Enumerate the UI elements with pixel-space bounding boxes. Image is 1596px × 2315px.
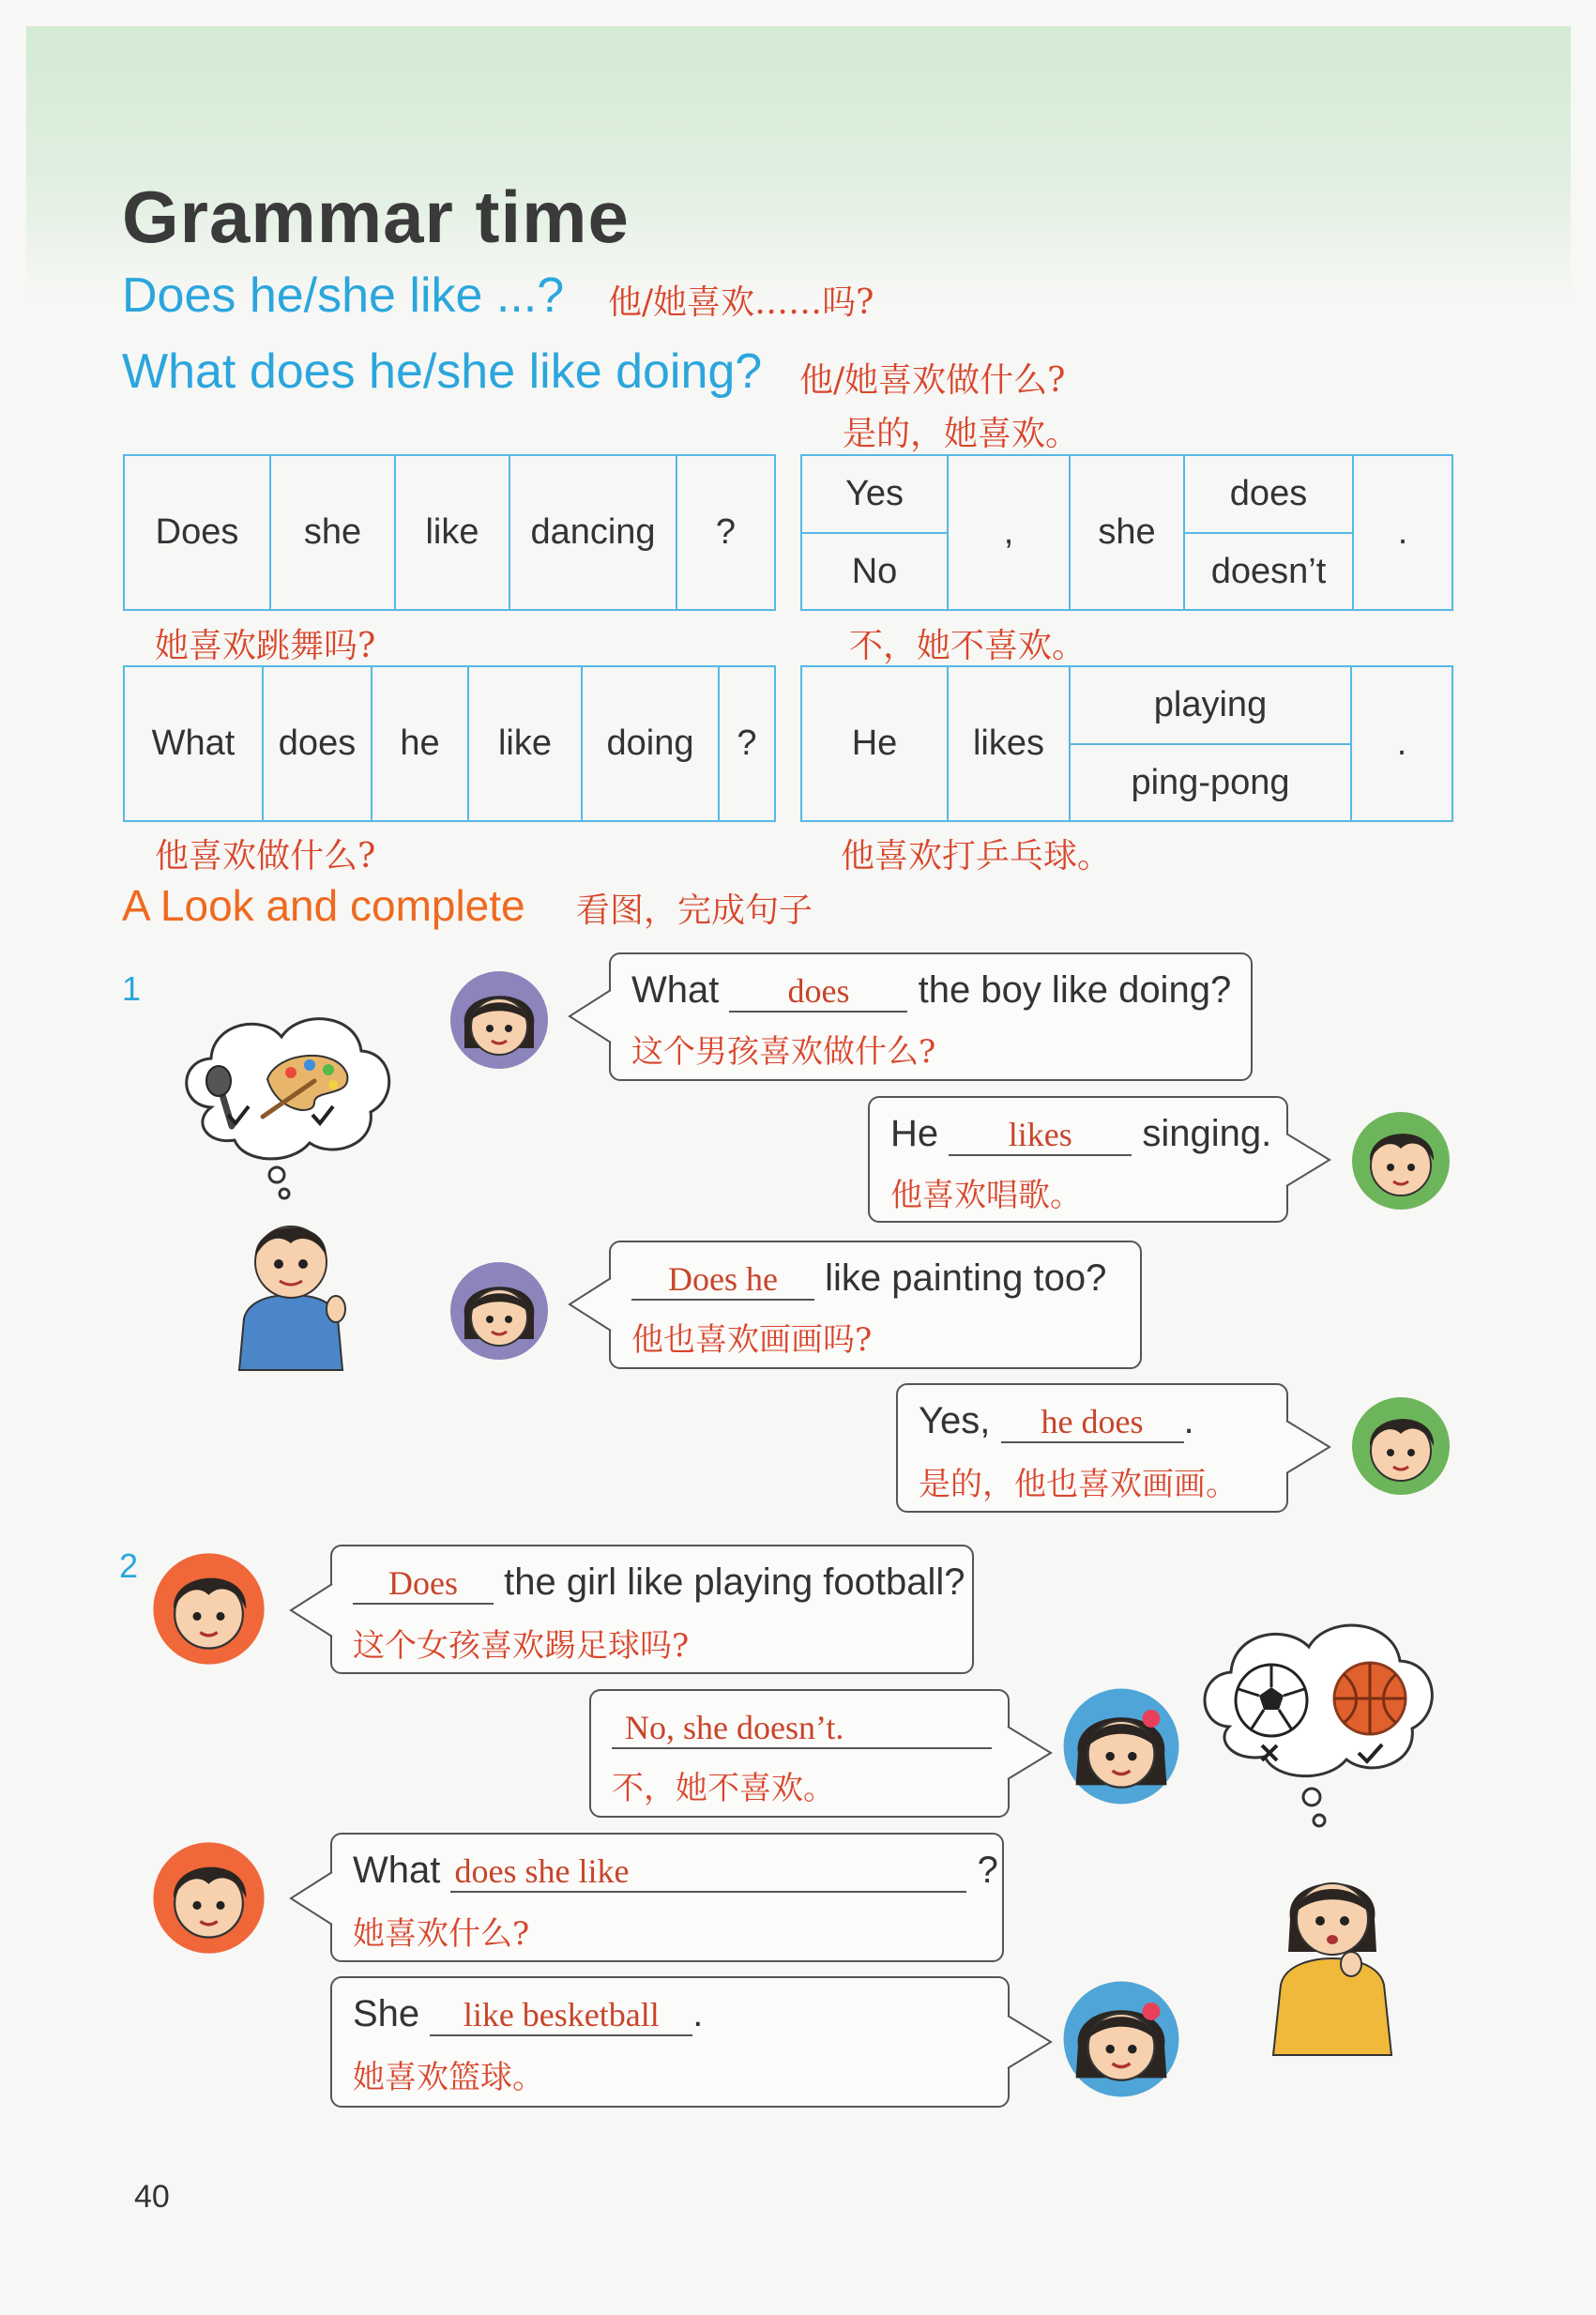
table1-answer [800,454,1453,611]
text: He [890,1113,939,1154]
boy-avatar [1349,1394,1452,1498]
text: She [353,1993,420,2034]
speech-bubble [609,952,1253,1081]
word-cell: like [395,455,509,610]
pattern2-translation: 他/她喜欢做什么? [799,361,1066,400]
word-cell: No [801,533,948,610]
word-cell: . [1353,455,1452,610]
table1-question [123,454,776,611]
bubble-translation: 不，她不喜欢。 [612,1770,835,1807]
word-cell: He [801,666,948,821]
text: Yes, [919,1400,991,1441]
speech-bubble [330,1976,1010,2108]
text: like painting too? [825,1257,1107,1299]
bubble-line [353,1993,703,2036]
answer-blank: does she like [450,1851,966,1893]
speech-bubble [330,1545,974,1674]
bubble-translation: 这个女孩喜欢踢足球吗? [353,1627,690,1665]
word-cell: ping-pong [1070,744,1351,821]
boy-illustration [225,1206,357,1370]
speech-bubble [589,1689,1010,1818]
answer-blank: does [729,971,907,1013]
bubble-translation: 她喜欢什么? [353,1915,530,1953]
thought-cloud-icon [174,995,399,1201]
boy-avatar [1349,1109,1452,1212]
text: the girl like playing football? [504,1561,965,1603]
bubble-translation: 她喜欢篮球。 [353,2059,544,2096]
bubble-line [612,1706,992,1749]
word-cell: she [1070,455,1184,610]
bubble-tail [1008,1727,1064,1783]
table2-answer [800,665,1453,822]
answer-blank: like besketball [430,1995,692,2036]
table2-question [123,665,776,822]
bubble-tail [289,1872,345,1928]
bubble-line [353,1561,965,1605]
text: What [353,1850,441,1891]
word-cell: What [124,666,263,821]
text: What [631,969,720,1011]
bubble-tail [1008,2016,1064,2072]
speech-bubble [868,1096,1288,1223]
girl-avatar [448,1259,551,1363]
speech-bubble [609,1241,1142,1369]
speech-bubble [330,1833,1004,1962]
page-title: Grammar time [122,175,630,258]
bubble-translation: 是的，他也喜欢画画。 [919,1466,1238,1503]
bubble-line [353,1850,998,1893]
text: . [692,1993,704,2034]
table1-yes-translation: 是的，她喜欢。 [843,415,1080,453]
bubble-tail [1286,1421,1343,1477]
section-a-translation: 看图，完成句子 [576,891,813,930]
girl-avatar [448,968,551,1072]
speech-bubble [896,1383,1288,1513]
exercise-number: 1 [122,969,142,1008]
word-cell: dancing [509,455,676,610]
thought-cloud-icon [1192,1595,1445,1839]
bubble-translation: 这个男孩喜欢做什么? [631,1033,936,1071]
word-cell: playing [1070,666,1351,744]
answer-blank: likes [949,1115,1132,1156]
answer-blank: Does [353,1563,494,1605]
word-cell: doing [582,666,719,821]
text: . [1183,1400,1194,1441]
answer-blank: Does he [631,1259,814,1301]
table1-no-translation: 不，她不喜欢。 [849,627,1087,665]
girl-avatar [1060,1978,1182,2100]
bubble-tail [568,990,624,1046]
text: the boy like doing? [918,969,1232,1011]
text: singing. [1142,1113,1272,1154]
girl-illustration [1262,1853,1403,2055]
word-cell: he [372,666,468,821]
answer-blank: No, she doesn’t. [612,1708,992,1749]
word-cell: , [948,455,1070,610]
exercise-number: 2 [119,1546,139,1585]
bubble-tail [289,1584,345,1640]
pattern1-translation: 他/她喜欢……吗? [608,283,874,322]
girl-avatar [1060,1685,1182,1807]
bubble-line [919,1400,1194,1443]
pattern1-heading: Does he/she like ...? [122,268,565,323]
table2-question-translation: 他喜欢做什么? [155,837,376,876]
boy-avatar [150,1839,267,1957]
bubble-line [631,1257,1106,1301]
bubble-translation: 他喜欢唱歌。 [890,1177,1082,1214]
word-cell: like [468,666,582,821]
word-cell: doesn’t [1184,533,1353,610]
bubble-tail [1286,1134,1343,1190]
page-number: 40 [134,2179,170,2215]
answer-blank: he does [1001,1402,1184,1443]
text: ? [977,1850,998,1891]
boy-avatar [150,1550,267,1668]
word-cell: she [270,455,395,610]
pattern2-heading: What does he/she like doing? [122,344,763,399]
bubble-translation: 他也喜欢画画吗? [631,1321,873,1359]
word-cell: ? [676,455,775,610]
word-cell: does [1184,455,1353,533]
word-cell: Yes [801,455,948,533]
section-a-title: A Look and complete [122,881,525,930]
table2-answer-translation: 他喜欢打乒乓球。 [841,837,1112,876]
word-cell: Does [124,455,270,610]
bubble-line [631,969,1231,1013]
table1-question-translation: 她喜欢跳舞吗? [155,627,376,665]
word-cell: likes [948,666,1070,821]
bubble-line [890,1113,1271,1156]
word-cell: does [263,666,372,821]
word-cell: ? [719,666,775,821]
word-cell: . [1351,666,1452,821]
bubble-tail [568,1278,624,1334]
